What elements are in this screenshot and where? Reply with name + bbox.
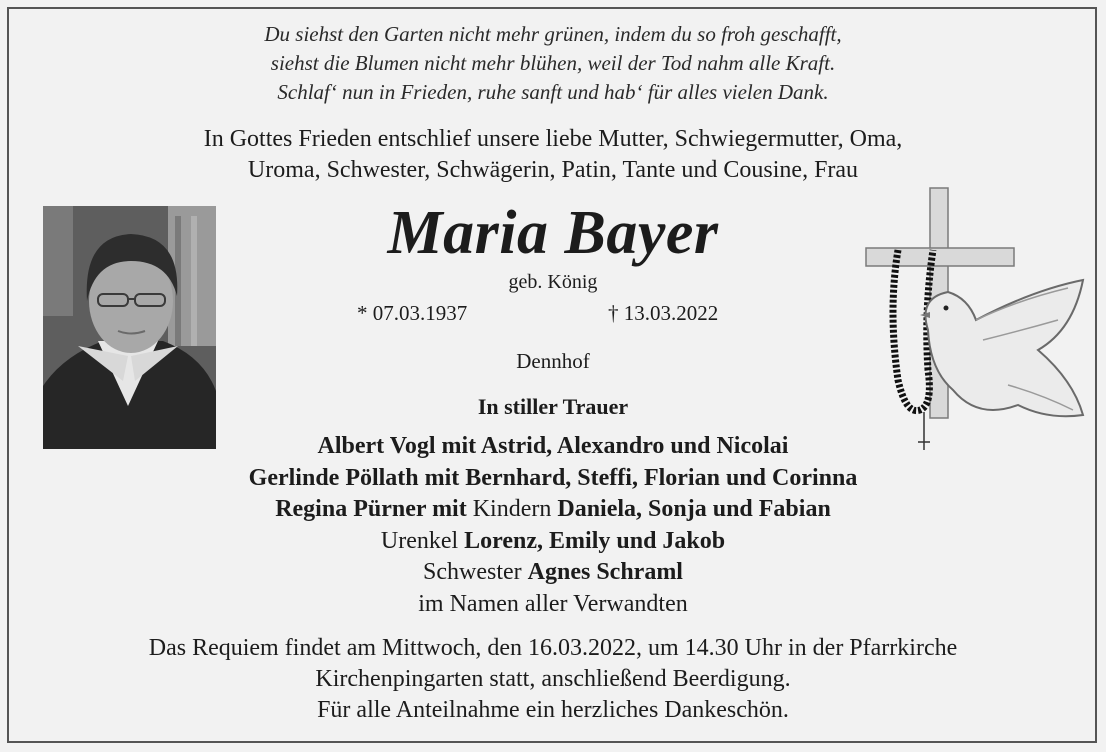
maiden-name: geb. König <box>508 271 598 293</box>
mourner-line-2: Gerlinde Pöllath mit Bernhard, Steffi, Florian und Corinna <box>248 464 858 491</box>
footer-line-1: Das Requiem findet am Mittwoch, den 16.03.2022, um 14.30 Uhr in der Pfarrkirche <box>148 635 958 661</box>
poem-line-2: siehst die Blumen nicht mehr blühen, weil der Tod nahm alle Kraft. <box>270 51 836 75</box>
residence-place: Dennhof <box>516 349 590 373</box>
mourner-line-3-names: Regina Pürner mit <box>275 496 467 522</box>
mourner-line-4-names: Lorenz, Emily und Jakob <box>464 527 726 554</box>
footer-line-3: Für alle Anteilnahme ein herzliches Dankeschön. <box>317 697 789 723</box>
mourner-line-3-children: Daniela, Sonja und Fabian <box>557 496 831 522</box>
mourner-line-5-name: Agnes Schraml <box>527 559 683 585</box>
intro-line-1: In Gottes Frieden entschlief unsere liebe Mutter, Schwiegermutter, Oma, <box>203 126 903 152</box>
mourner-line-5 <box>0 557 1106 589</box>
intro-line-2: Uroma, Schwester, Schwägerin, Patin, Tante und Cousine, Frau <box>247 157 859 183</box>
mourner-line-5-word: Schwester <box>423 559 522 585</box>
footer-line-2: Kirchenpingarten statt, anschließend Beerdigung. <box>315 666 791 692</box>
poem-line-3: Schlaf‘ nun in Frieden, ruhe sanft und hab‘ für alles vielen Dank. <box>277 80 829 104</box>
intro-text <box>0 124 1106 186</box>
funeral-info <box>0 633 1106 726</box>
mourner-line-6: im Namen aller Verwandten <box>418 590 688 617</box>
death-date: † 13.03.2022 <box>608 301 719 325</box>
birth-date: * 07.03.1937 <box>357 301 468 325</box>
mourner-line-4-word: Urenkel <box>380 527 459 554</box>
mourner-line-4 <box>0 526 1106 558</box>
mourners-list <box>0 431 1106 620</box>
mourner-line-1: Albert Vogl mit Astrid, Alexandro und Nicolai <box>317 433 789 459</box>
mourner-line-3 <box>0 494 1106 526</box>
deceased-name: Maria Bayer <box>387 199 719 267</box>
mourner-line-3-word: Kindern <box>472 496 552 522</box>
poem-line-1: Du siehst den Garten nicht mehr grünen, indem du so froh geschafft, <box>264 22 842 46</box>
mourning-heading: In stiller Trauer <box>477 394 629 419</box>
poem <box>0 20 1106 107</box>
